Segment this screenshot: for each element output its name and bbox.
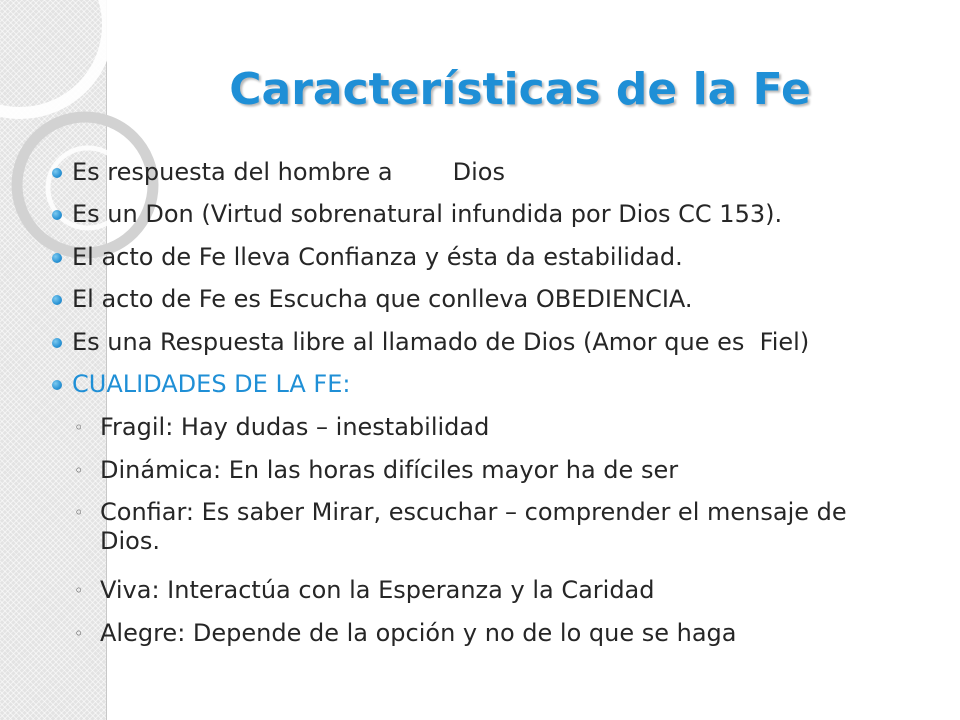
ring-bullet-icon: ◦ [74, 624, 84, 643]
sub-bullet-text: Viva: Interactúa con la Esperanza y la Caridad [100, 576, 655, 604]
bullet-dot-icon [52, 253, 62, 263]
ring-bullet-icon: ◦ [74, 461, 84, 480]
bullet-text-continuation: Dios [452, 158, 505, 186]
bullet-dot-icon [52, 168, 62, 178]
sub-bullet-text: Dinámica: En las horas difíciles mayor ha de ser [100, 456, 679, 484]
sub-bullet-text: Alegre: Depende de la opción y no de lo que se haga [100, 619, 737, 647]
ring-bullet-icon: ◦ [74, 581, 84, 600]
ring-bullet-icon: ◦ [74, 503, 84, 522]
bullet-dot-icon [52, 295, 62, 305]
sub-bullet-text: Fragil: Hay dudas – inestabilidad [100, 413, 490, 441]
bullet-dot-icon [52, 338, 62, 348]
slide-title: Características de la Fe [229, 64, 811, 115]
bullet-text: El acto de Fe es Escucha que conlleva OBEDIENCIA. [72, 285, 693, 313]
bullet-text: CUALIDADES DE LA FE: [72, 370, 351, 398]
bullet-text: El acto de Fe lleva Confianza y ésta da estabilidad. [72, 243, 683, 271]
bullet-text: Es una Respuesta libre al llamado de Dios (Amor que es Fiel) [72, 328, 810, 356]
bullet-text: Es respuesta del hombre a [72, 158, 393, 186]
bullet-text: Es un Don (Virtud sobrenatural infundida por Dios CC 153). [72, 200, 783, 228]
bullet-dot-icon [52, 210, 62, 220]
bullet-dot-icon [52, 380, 62, 390]
ring-bullet-icon: ◦ [74, 418, 84, 437]
sub-bullet-text: Confiar: Es saber Mirar, escuchar – comprender el mensaje de Dios. [100, 498, 847, 555]
